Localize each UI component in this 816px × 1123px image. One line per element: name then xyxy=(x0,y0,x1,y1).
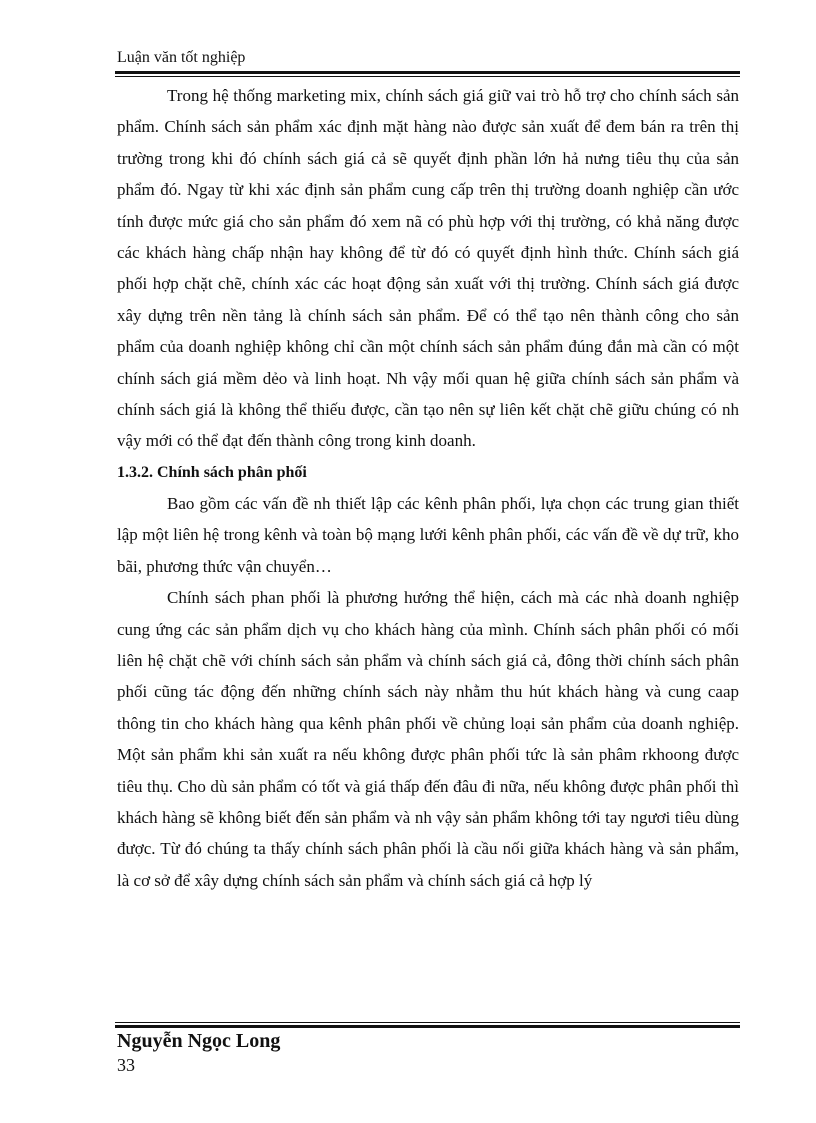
paragraph-distribution-policy: Chính sách phan phối là phương hướng thể hiện, cách mà các nhà doanh nghiệp cung ứng các sản phẩm dịch vụ cho khách hàng của mình. Chính sách phân phối có mối liên hệ chặt chẽ với chính sách sản phẩm và chính sách giá cả, đông thời chính sách phân phối cũng tác động đến những chính sách này nhằm thu hút khách hàng và cung caap thông tin cho khách hàng qua kênh phân phối về chủng loại sản phẩm của doanh nghiệp. Một sản phẩm khi sản xuất ra nếu không được phân phối tức là sản phâm rkhoong được tiêu thụ. Cho dù sản phẩm có tốt và giá thấp đến đâu đi nữa, nếu không được phân phối thì khách hàng sẽ không biết đến sản phẩm và nh vậy sản phẩm không tới tay ngươi tiêu dùng được. Từ đó chúng ta thấy chính sách phân phối là cầu nối giữa khách hàng và sản phẩm, là cơ sở để xây dựng chính sách sản phẩm và chính sách giá cả hợp lý xyxy=(117,588,739,890)
running-header: Luận văn tốt nghiệp xyxy=(117,49,246,66)
paragraph-price-policy: Trong hệ thống marketing mix, chính sách giá giữ vai trò hỗ trợ cho chính sách sản phẩm. Chính sách sản phẩm xác định mặt hàng nào được sản xuất để đem bán ra trên thị trường trong khi đó chính sách giá cả sẽ quyết định phần lớn hả nưng tiêu thụ của sản phẩm đó. Ngay từ khi xác định sản phẩm cung cấp trên thị trường doanh nghiệp cần ước tính được mức giá cho sản phẩm đó xem nã có phù hợp với thị trường, có khả năng được các khách hàng chấp nhận hay không để từ đó có quyết định hình thức. Chính sách giá phối hợp chặt chẽ, chính xác các hoạt động sản xuất với thị trường. Chính sách giá được xây dựng trên nền tảng là chính sách sản phẩm. Để có thể tạo nên thành công cho sản phẩm của doanh nghiệp không chỉ cần một chính sách sản phẩm đúng đắn mà cần có một chính sách giá mềm dẻo và linh hoạt. Nh vậy mối quan hệ giữa chính sách sản phẩm và chính sách giá là không thể thiếu được, cần tạo nên sự liên kết chặt chẽ giữu chúng có nh vậy mới có thể đạt đến thành công trong kinh doanh. xyxy=(117,86,739,451)
header-rule-thin xyxy=(115,76,740,77)
page-number: 33 xyxy=(117,1055,135,1075)
footer-rule-thin xyxy=(115,1022,740,1023)
section-heading: 1.3.2. Chính sách phân phối xyxy=(117,463,307,481)
footer-rule-thick xyxy=(115,1025,740,1028)
header-rule-thick xyxy=(115,71,740,74)
paragraph-distribution-intro: Bao gồm các vấn đề nh thiết lập các kênh phân phối, lựa chọn các trung gian thiết lập một liên hệ trong kênh và toàn bộ mạng lưới kênh phân phối, các vấn đề về dự trữ, kho bãi, phương thức vận chuyển… xyxy=(117,493,739,576)
page-body xyxy=(117,80,739,896)
footer-author: Nguyễn Ngọc Long xyxy=(117,1030,281,1052)
